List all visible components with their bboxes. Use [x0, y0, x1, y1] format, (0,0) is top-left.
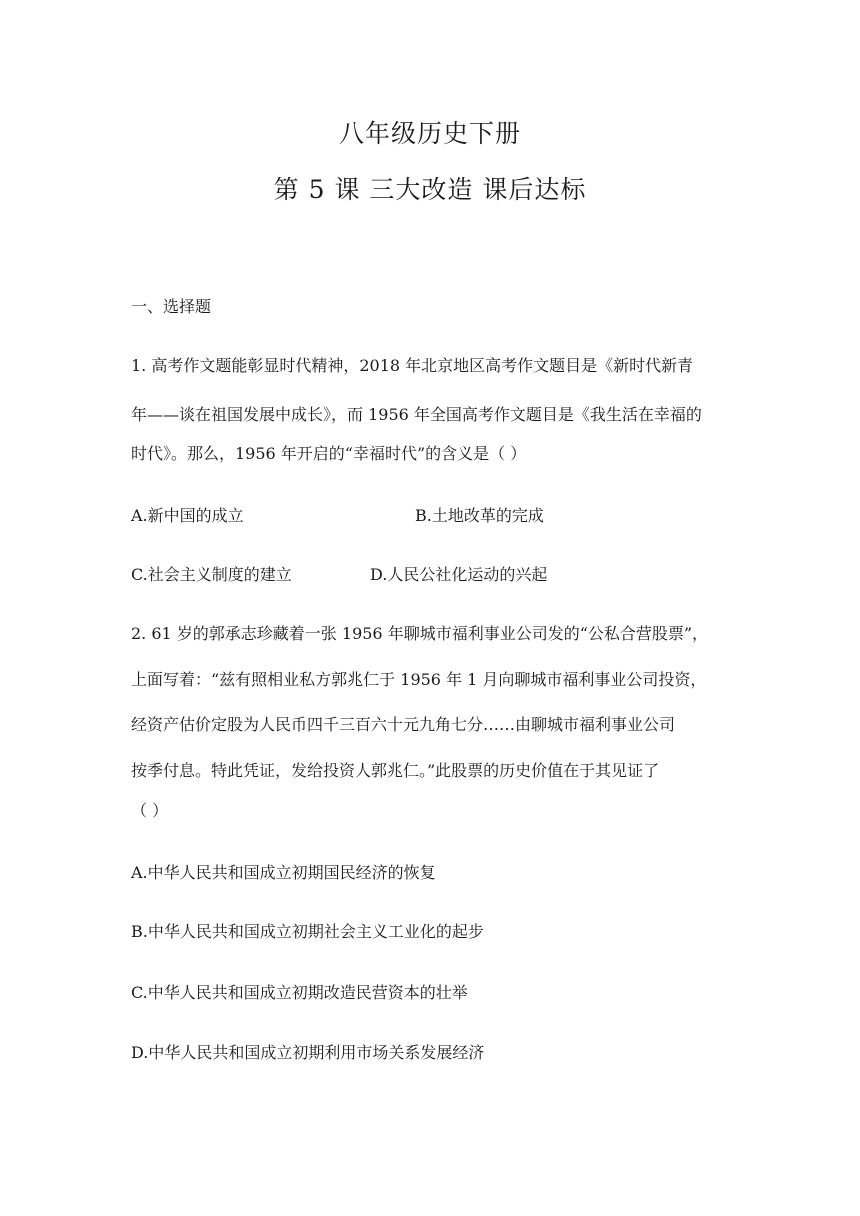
lesson-title: 第 5 课 三大改造 课后达标	[273, 175, 587, 204]
question-2-option-c: C.中华人民共和国成立初期改造民营资本的壮举	[131, 983, 468, 1002]
question-1-option-b: B.土地改革的完成	[415, 506, 544, 525]
question-1-stem-line-1: 1. 高考作文题能彰显时代精神，2018 年北京地区高考作文题目是《新时代新青	[131, 356, 694, 375]
question-2-option-b: B.中华人民共和国成立初期社会主义工业化的起步	[131, 922, 484, 941]
question-2-stem-line-3: 经资产估价定股为人民币四千三百六十元九角七分……由聊城市福利事业公司	[131, 715, 676, 734]
question-1-stem-line-3: 时代》。那么，1956 年开启的“幸福时代”的含义是（ ）	[131, 444, 527, 463]
question-1-option-a: A.新中国的成立	[131, 506, 244, 525]
question-2-option-a: A.中华人民共和国成立初期国民经济的恢复	[131, 863, 436, 882]
page-title: 八年级历史下册	[338, 119, 521, 148]
question-2-option-d: D.中华人民共和国成立初期利用市场关系发展经济	[131, 1043, 485, 1062]
question-1-option-c: C.社会主义制度的建立	[131, 565, 292, 584]
question-1-option-d: D.人民公社化运动的兴起	[370, 565, 548, 584]
question-2-stem-line-1: 2. 61 岁的郭承志珍藏着一张 1956 年聊城市福利事业公司发的“公私合营股票”，	[131, 624, 709, 643]
question-2-stem-line-4: 按季付息。特此凭证，发给投资人郭兆仁。”此股票的历史价值在于其见证了	[131, 761, 660, 780]
section-heading: 一、选择题	[131, 297, 212, 316]
question-1-stem-line-2: 年——谈在祖国发展中成长》，而 1956 年全国高考作文题目是《我生活在幸福的	[131, 405, 702, 424]
question-2-stem-line-2: 上面写着：“兹有照相业私方郭兆仁于 1956 年 1 月向聊城市福利事业公司投资，	[131, 670, 707, 689]
question-2-stem-line-5: （ ）	[131, 801, 169, 820]
